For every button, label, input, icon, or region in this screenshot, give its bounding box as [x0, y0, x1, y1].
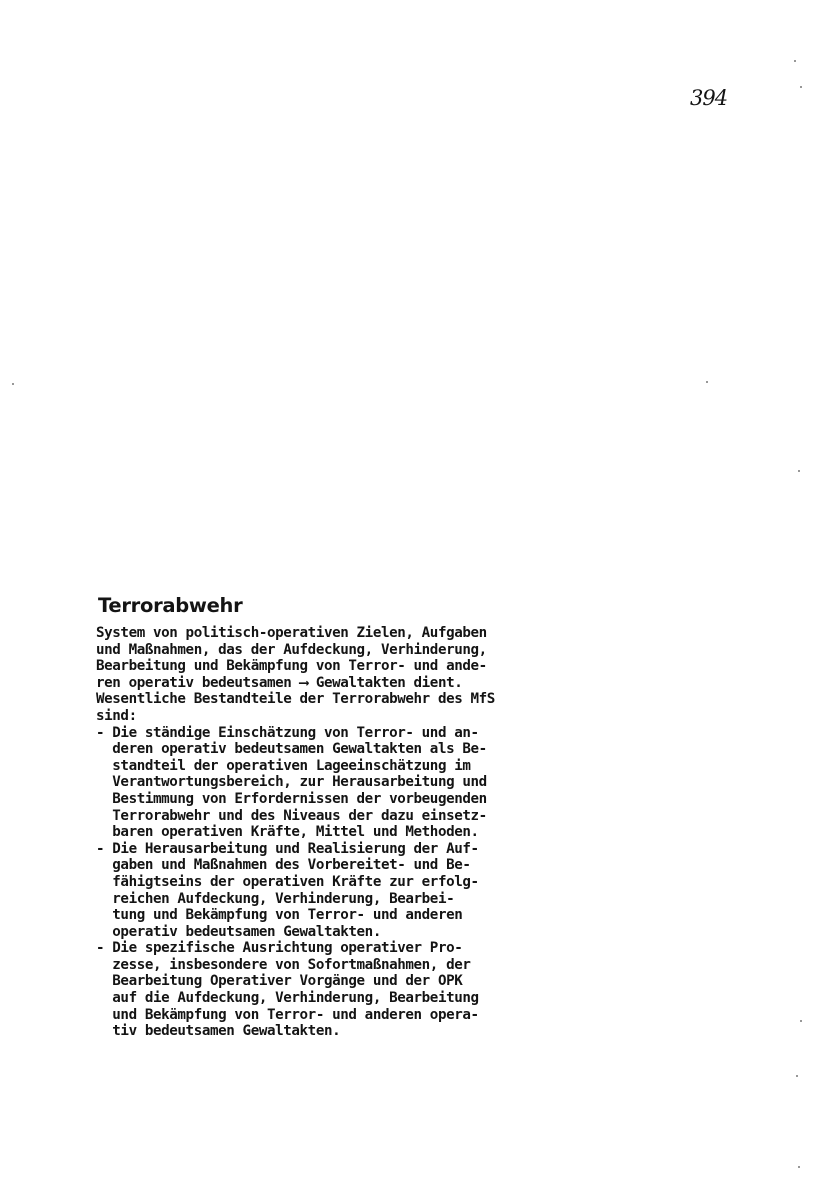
body-line: ren operativ bedeutsamen ⟶ Gewaltakten dient. [96, 674, 463, 691]
body-line: sind: [96, 707, 137, 724]
body-line: standteil der operativen Lageeinschätzung im [96, 757, 471, 774]
body-line: tung und Bekämpfung von Terror- und anderen [96, 907, 463, 924]
body-line: deren operativ bedeutsamen Gewaltakten als Be- [96, 741, 487, 758]
body-line: System von politisch-operativen Zielen, Aufgaben [96, 625, 487, 641]
body-line: reichen Aufdeckung, Verhinderung, Bearbei- [96, 890, 455, 907]
scan-speck [798, 1166, 800, 1168]
page-number: 394 [690, 86, 728, 110]
scan-speck [796, 1075, 798, 1077]
body-line: gaben und Maßnahmen des Vorbereitet- und Be- [96, 857, 471, 874]
body-line: Terrorabwehr und des Niveaus der dazu einsetz- [96, 807, 487, 824]
scan-speck [12, 383, 14, 385]
body-line: Wesentliche Bestandteile der Terrorabwehr des MfS [96, 691, 495, 708]
body-line: auf die Aufdeckung, Verhinderung, Bearbeitung [96, 990, 479, 1007]
body-line: und Maßnahmen, das der Aufdeckung, Verhinderung, [96, 641, 487, 658]
body-line: Bearbeitung und Bekämpfung von Terror- und ande- [96, 658, 487, 675]
body-line: baren operativen Kräfte, Mittel und Methoden. [96, 824, 479, 841]
body-line: Bearbeitung Operativer Vorgänge und der OPK [96, 973, 463, 990]
body-line: operativ bedeutsamen Gewaltakten. [96, 923, 381, 940]
body-line: und Bekämpfung von Terror- und anderen opera- [96, 1006, 479, 1023]
body-line: Bestimmung von Erfordernissen der vorbeugenden [96, 790, 487, 807]
entry-title: Terrorabwehr [98, 594, 243, 617]
body-line: fähigtseins der operativen Kräfte zur erfolg- [96, 873, 479, 890]
scan-speck [800, 86, 802, 88]
body-line: Verantwortungsbereich, zur Herausarbeitung und [96, 774, 487, 791]
scan-speck [800, 1020, 802, 1022]
bullet-line: - Die ständige Einschätzung von Terror- und an- [96, 724, 479, 741]
bullet-line: - Die spezifische Ausrichtung operativer Pro- [96, 940, 463, 957]
scan-speck [794, 60, 796, 62]
scan-speck [706, 381, 708, 383]
body-line: zesse, insbesondere von Sofortmaßnahmen, der [96, 956, 471, 973]
scan-speck [798, 470, 800, 472]
body-line: tiv bedeutsamen Gewaltakten. [96, 1023, 341, 1040]
entry-body [96, 625, 596, 1040]
bullet-line: - Die Herausarbeitung und Realisierung der Auf- [96, 840, 479, 857]
